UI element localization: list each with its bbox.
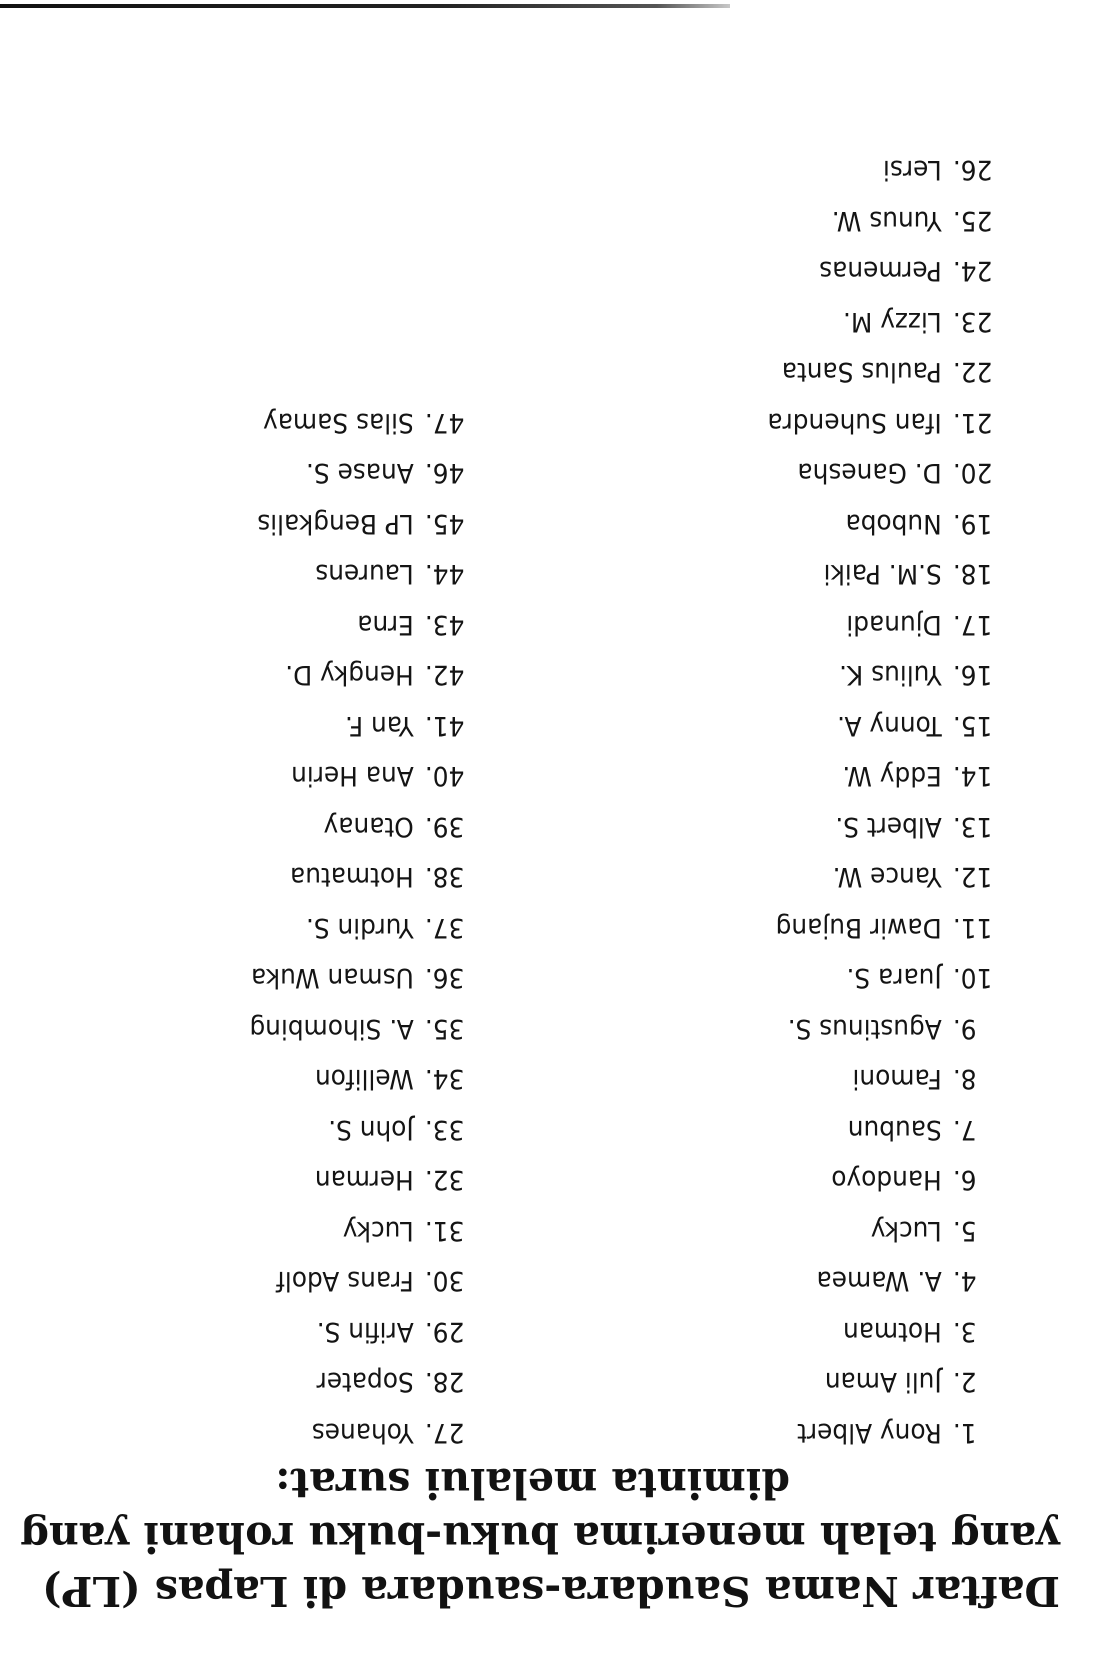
- list-item: [767, 943, 1008, 994]
- list-item: [249, 1297, 480, 1348]
- entry-number: 43.: [424, 609, 465, 640]
- entry-number: 32.: [424, 1164, 465, 1196]
- list-item: [767, 135, 1008, 186]
- entry-name: Nuboba: [845, 508, 942, 539]
- entry-name: Yan F.: [344, 710, 414, 741]
- list-item: [767, 438, 1008, 489]
- entry-number: 17.: [952, 609, 993, 640]
- list-item: [767, 792, 1008, 843]
- entry-number: 24.: [952, 255, 993, 287]
- entry-name: Tonny A.: [837, 710, 942, 741]
- list-item: [767, 741, 1008, 792]
- list-item: [249, 1347, 480, 1398]
- entry-name: Rony Albert: [797, 1417, 942, 1448]
- entry-name: Dawir Bujang: [775, 912, 942, 943]
- entry-number: 6.: [952, 1164, 977, 1196]
- entry-name: Erna: [357, 609, 414, 640]
- entry-name: Hengky D.: [285, 659, 414, 691]
- entry-number: 10.: [952, 962, 993, 994]
- entry-number: 11.: [952, 912, 993, 943]
- list-item: [767, 1145, 1008, 1196]
- list-item: [767, 842, 1008, 893]
- list-item: [249, 842, 480, 893]
- entry-name: Hotman: [842, 1316, 942, 1347]
- list-item: [767, 388, 1008, 439]
- list-item: [767, 590, 1008, 641]
- entry-name: Yulius K.: [839, 659, 942, 691]
- entry-number: 16.: [952, 659, 993, 691]
- entry-number: 42.: [424, 659, 465, 691]
- list-item: [767, 1196, 1008, 1247]
- entry-number: 37.: [424, 912, 465, 943]
- entry-number: 20.: [952, 457, 993, 489]
- entry-number: 19.: [952, 508, 993, 539]
- entry-name: Juli Aman: [824, 1366, 942, 1398]
- list-item: [249, 1398, 480, 1449]
- list-item: [767, 640, 1008, 691]
- entry-name: D. Ganesha: [797, 457, 942, 489]
- list-item: [767, 1044, 1008, 1095]
- list-item: [249, 792, 480, 843]
- list-item: [249, 539, 480, 590]
- entry-name: LP Bengkalis: [257, 508, 414, 539]
- entry-name: Agustinus S.: [787, 1013, 942, 1044]
- entry-number: 25.: [952, 205, 993, 236]
- entry-number: 39.: [424, 811, 465, 842]
- entry-number: 21.: [952, 407, 993, 438]
- entry-number: 22.: [952, 356, 993, 388]
- list-item: [767, 893, 1008, 944]
- entry-number: 36.: [424, 962, 465, 994]
- entry-number: 41.: [424, 710, 465, 741]
- entry-number: 7.: [952, 1114, 977, 1145]
- top-rule-line: [0, 4, 730, 8]
- entry-name: Frans Adolf: [276, 1265, 414, 1297]
- entry-name: Djunadi: [846, 609, 942, 640]
- entry-name: Ana Herin: [291, 760, 414, 792]
- list-item: [249, 1196, 480, 1247]
- list-item: [767, 1095, 1008, 1146]
- entry-number: 2.: [952, 1366, 977, 1398]
- entry-number: 40.: [424, 760, 465, 792]
- entry-name: A. Wamea: [816, 1265, 942, 1297]
- list-item: [249, 691, 480, 742]
- entry-name: Lizzy M.: [843, 306, 942, 337]
- entry-number: 45.: [424, 508, 465, 539]
- entry-name: Famoni: [852, 1063, 942, 1095]
- list-item: [249, 489, 480, 540]
- entry-name: Yunus W.: [831, 205, 942, 236]
- entry-name: Lersi: [883, 154, 942, 186]
- entry-name: S.M. Paiki: [823, 558, 942, 590]
- entry-number: 23.: [952, 306, 993, 337]
- list-item: [249, 590, 480, 641]
- list-item: [249, 1095, 480, 1146]
- entry-name: Anase S.: [306, 457, 414, 489]
- entry-number: 30.: [424, 1265, 465, 1297]
- entry-name: Eddy W.: [842, 760, 942, 792]
- list-item: [249, 994, 480, 1045]
- entry-number: 18.: [952, 558, 993, 590]
- list-item: [767, 539, 1008, 590]
- list-item: [767, 489, 1008, 540]
- entry-number: 14.: [952, 760, 993, 792]
- entry-name: Permenas: [819, 255, 942, 287]
- entry-number: 13.: [952, 811, 993, 842]
- entry-number: 47.: [424, 407, 465, 438]
- list-item: [767, 994, 1008, 1045]
- entry-name: Herman: [314, 1164, 414, 1196]
- list-item: [249, 438, 480, 489]
- document-title: [20, 1456, 1060, 1618]
- entry-name: Yohanes: [311, 1417, 414, 1448]
- entry-name: Laurens: [315, 558, 414, 590]
- entry-number: 26.: [952, 154, 993, 186]
- entry-name: Usman Wuka: [250, 962, 414, 994]
- entry-name: Juara S.: [846, 962, 942, 994]
- list-item: [767, 1347, 1008, 1398]
- list-item: [249, 1145, 480, 1196]
- entry-number: 15.: [952, 710, 993, 741]
- entry-number: 1.: [952, 1417, 977, 1448]
- list-item: [767, 1246, 1008, 1297]
- list-item: [249, 1044, 480, 1095]
- entry-number: 28.: [424, 1366, 465, 1398]
- list-item: [249, 640, 480, 691]
- entry-number: 4.: [952, 1265, 977, 1297]
- list-item: [767, 186, 1008, 237]
- entry-number: 44.: [424, 558, 465, 590]
- entry-number: 12.: [952, 861, 993, 893]
- entry-number: 38.: [424, 861, 465, 893]
- entry-name: Lucky: [342, 1215, 414, 1246]
- list-item: [249, 943, 480, 994]
- entry-name: Arifin S.: [316, 1316, 414, 1347]
- entry-number: 46.: [424, 457, 465, 489]
- entry-name: Yance W.: [832, 861, 942, 893]
- list-item: [767, 337, 1008, 388]
- title-line-2: yang telah menerima buku-buku rohani yang: [20, 1513, 1060, 1561]
- entry-name: Saubun: [847, 1114, 942, 1145]
- entry-number: 27.: [424, 1417, 465, 1448]
- entry-name: Paulus Santa: [781, 356, 942, 388]
- entry-number: 29.: [424, 1316, 465, 1347]
- list-item: [767, 236, 1008, 287]
- entry-name: Lucky: [870, 1215, 942, 1246]
- list-item: [249, 741, 480, 792]
- entry-name: Yurdin S.: [305, 912, 414, 943]
- entry-name: Silas Samay: [263, 407, 414, 438]
- entry-number: 35.: [424, 1013, 465, 1044]
- entry-name: Wellifon: [314, 1063, 414, 1095]
- entry-number: 31.: [424, 1215, 465, 1246]
- entry-name: Albert S.: [835, 811, 942, 842]
- entry-name: Sopater: [316, 1366, 414, 1398]
- entry-name: Hotmatua: [290, 861, 414, 893]
- entry-number: 8.: [952, 1063, 977, 1095]
- entry-number: 9.: [952, 1013, 977, 1044]
- list-item: [249, 1246, 480, 1297]
- entry-name: Handoyo: [831, 1164, 942, 1196]
- entry-name: John S.: [328, 1114, 414, 1145]
- title-line-3: diminta melalui surat:: [275, 1459, 790, 1507]
- entry-number: 3.: [952, 1316, 977, 1347]
- title-line-1: Daftar Nama Saudara-saudara di Lapas (LP): [42, 1567, 1060, 1615]
- entry-name: Otanay: [323, 811, 414, 842]
- entry-number: 33.: [424, 1114, 465, 1145]
- list-item: [249, 893, 480, 944]
- list-item: [767, 1297, 1008, 1348]
- entry-name: A. Sihombing: [249, 1013, 414, 1044]
- name-list-right: [229, 388, 480, 1449]
- entry-number: 5.: [952, 1215, 977, 1246]
- name-list-left: [746, 135, 1008, 1448]
- list-item: [767, 287, 1008, 338]
- entry-number: 34.: [424, 1063, 465, 1095]
- list-item: [767, 691, 1008, 742]
- entry-name: Ifan Suhendra: [767, 407, 942, 438]
- list-item: [249, 388, 480, 439]
- list-item: [767, 1398, 1008, 1449]
